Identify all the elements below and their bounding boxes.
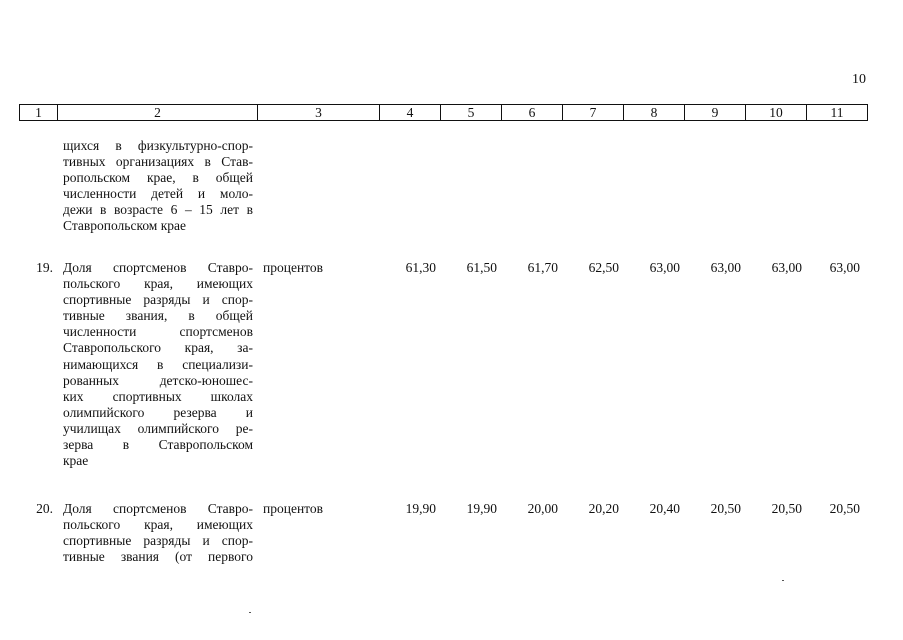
- indicator-name: [63, 501, 253, 565]
- unit: процентов: [263, 501, 324, 516]
- value-col-6: 20,00: [527, 501, 558, 516]
- indicator-name: [63, 260, 253, 469]
- name-line: тивные звания (от первого: [63, 549, 253, 565]
- name-line: тивные звания, в общей: [63, 308, 253, 324]
- value-col-4: 61,30: [405, 260, 436, 275]
- value-col-4: 19,90: [405, 501, 436, 516]
- indicator-name: [63, 138, 253, 235]
- value-col-10: 20,50: [771, 501, 802, 516]
- value-col-7: 62,50: [588, 260, 619, 275]
- header-col-7: 7: [563, 105, 624, 121]
- name-line: Доля спортсменов Ставро-: [63, 501, 253, 516]
- header-col-2: 2: [58, 105, 258, 121]
- header-col-4: 4: [380, 105, 441, 121]
- name-line: рованных детско-юношес-: [63, 372, 253, 388]
- name-line: Доля спортсменов Ставро-: [63, 260, 253, 275]
- value-col-9: 20,50: [710, 501, 741, 516]
- name-line: Ставропольском крае: [63, 218, 187, 234]
- header-col-10: 10: [746, 105, 807, 121]
- name-line: олимпийского резерва и: [63, 404, 253, 420]
- name-line: спортивные разряды и спор-: [63, 292, 253, 308]
- name-line: польского края, имеющих: [63, 276, 253, 292]
- name-line: численности спортсменов: [63, 324, 253, 340]
- row-number: 20.: [36, 501, 53, 516]
- header-col-9: 9: [685, 105, 746, 121]
- name-line: ких спортивных школах: [63, 388, 253, 404]
- value-col-10: 63,00: [771, 260, 802, 275]
- name-line: ропольском крае, в общей: [63, 170, 253, 186]
- name-line: спортивные разряды и спор-: [63, 533, 253, 549]
- name-line: училищах олимпийского ре-: [63, 420, 253, 436]
- header-col-3: 3: [258, 105, 380, 121]
- header-col-5: 5: [441, 105, 502, 121]
- header-col-8: 8: [624, 105, 685, 121]
- value-col-7: 20,20: [588, 501, 619, 516]
- value-col-6: 61,70: [527, 260, 558, 275]
- name-line: крае: [63, 453, 89, 469]
- header-col-1: 1: [20, 105, 58, 121]
- name-line: Ставропольского края, за-: [63, 340, 253, 356]
- name-line: дежи в возрасте 6 – 15 лет в: [63, 202, 253, 218]
- value-col-8: 63,00: [649, 260, 680, 275]
- name-line: польского края, имеющих: [63, 517, 253, 533]
- name-line: нимающихся в специализи-: [63, 356, 253, 372]
- header-col-11: 11: [807, 105, 868, 121]
- value-col-8: 20,40: [649, 501, 680, 516]
- name-line: тивных организациях в Став-: [63, 154, 253, 170]
- column-number-header: [19, 104, 868, 121]
- value-col-9: 63,00: [710, 260, 741, 275]
- scan-speck: [249, 612, 251, 613]
- name-line: зерва в Ставропольском: [63, 437, 253, 453]
- value-col-5: 61,50: [466, 260, 497, 275]
- value-col-11: 63,00: [829, 260, 860, 275]
- scan-speck: [782, 580, 784, 581]
- name-line: численности детей и моло-: [63, 186, 253, 202]
- header-col-6: 6: [502, 105, 563, 121]
- value-col-11: 20,50: [829, 501, 860, 516]
- page-number: 10: [852, 72, 866, 87]
- value-col-5: 19,90: [466, 501, 497, 516]
- name-line: щихся в физкультурно-спор-: [63, 138, 253, 153]
- row-number: 19.: [36, 260, 53, 275]
- unit: процентов: [263, 260, 324, 275]
